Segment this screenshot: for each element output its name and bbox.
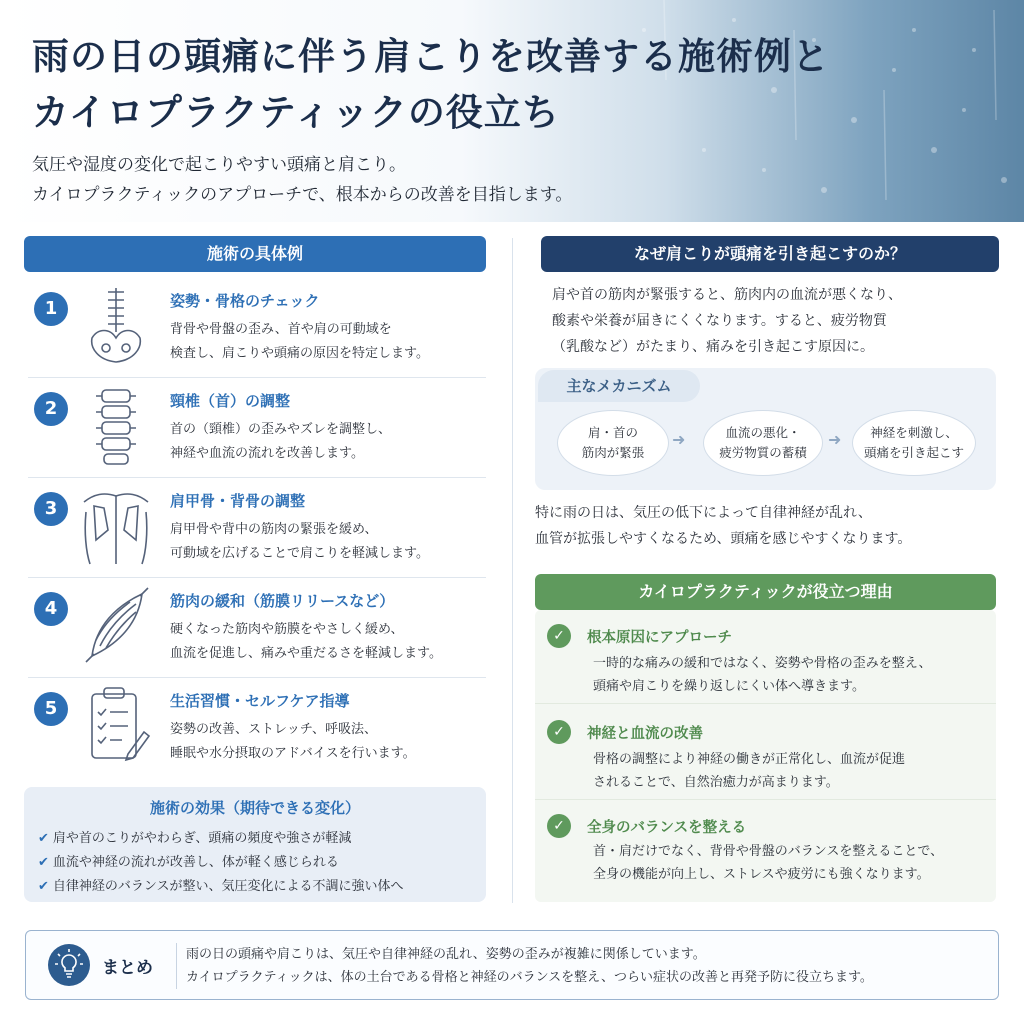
check-circle-icon: ✓ — [547, 814, 571, 838]
item-body-line: 姿勢の改善、ストレッチ、呼吸法、 — [170, 722, 377, 737]
reason-item — [535, 802, 996, 894]
reason-body — [593, 652, 988, 698]
step-text: 頭痛を引き起こす — [863, 445, 964, 460]
check-icon: ✔ — [38, 855, 49, 870]
reason-line: されることで、自然治癒力が高まります。 — [593, 775, 839, 790]
effects-title: 施術の効果（期待できる変化） — [149, 799, 360, 817]
summary-box — [25, 930, 999, 1000]
reason-line: 一時的な痛みの緩和ではなく、姿勢や骨格の歪みを整え、 — [593, 656, 932, 671]
reason-line: 全身の機能が向上し、ストレスや疲労にも強くなります。 — [593, 867, 930, 882]
rain-line: 血管が拡張しやすくなるため、頭痛を感じやすくなります。 — [535, 531, 912, 547]
item-title: 肩甲骨・背骨の調整 — [170, 492, 306, 510]
arrow-right-icon: ➜ — [828, 430, 842, 449]
summary-divider — [176, 943, 177, 989]
column-divider — [512, 238, 513, 903]
mechanism-step-3 — [852, 410, 976, 476]
item-body-line: 首の（頸椎）の歪みやズレを調整し、 — [170, 422, 392, 437]
effect-text: 肩や首のこりがやわらぎ、頭痛の頻度や強さが軽減 — [52, 831, 352, 846]
item-title: 生活習慣・セルフケア指導 — [170, 692, 350, 710]
page-subtitle — [32, 150, 792, 210]
reason-title: 根本原因にアプローチ — [587, 630, 732, 646]
item-title: 頸椎（首）の調整 — [170, 392, 291, 410]
effect-text: 自律神経のバランスが整い、気圧変化による不調に強い体へ — [52, 879, 404, 894]
summary-text — [186, 943, 986, 989]
item-body — [170, 618, 490, 666]
reason-line: 首・肩だけでなく、背骨や骨盤のバランスを整えることで、 — [593, 844, 944, 859]
check-circle-icon: ✓ — [547, 720, 571, 744]
check-icon: ✔ — [38, 879, 49, 894]
item-body — [170, 518, 490, 566]
summary-label: まとめ — [102, 958, 153, 978]
item-body-line: 背骨や骨盤の歪み、首や肩の可動域を — [170, 322, 392, 337]
step-text: 神経を刺激し、 — [870, 425, 958, 440]
effects-list — [38, 827, 478, 899]
reason-body — [593, 748, 988, 794]
cervical-vertebrae-icon — [78, 382, 154, 468]
summary-line: 雨の日の頭痛や肩こりは、気圧や自律神経の乱れ、姿勢の歪みが複雑に関係しています。 — [186, 947, 706, 962]
shoulder-blades-icon — [78, 482, 154, 568]
item-body-line: 可動域を広げることで肩こりを軽減します。 — [170, 546, 429, 561]
item-body — [170, 718, 490, 766]
clipboard-checklist-icon — [78, 682, 154, 768]
effect-text: 血流や神経の流れが改善し、体が軽く感じられる — [52, 855, 339, 870]
list-item — [38, 827, 478, 851]
treatment-item — [28, 578, 486, 678]
why-line: 酸素や栄養が届きにくくなります。すると、疲労物質 — [552, 313, 887, 329]
spine-pelvis-icon — [78, 282, 154, 368]
reason-body — [593, 840, 988, 886]
treatment-item — [28, 378, 486, 478]
reason-line: 骨格の調整により神経の働きが正常化し、血流が促進 — [593, 752, 906, 767]
summary-line: カイロプラクティックは、体の土台である骨格と神経のバランスを整え、つらい症状の改善と再発予防に役立ちます。 — [186, 970, 873, 985]
header-banner — [0, 0, 1024, 222]
check-icon: ✔ — [38, 831, 49, 846]
item-number: 1 — [34, 292, 68, 326]
rain-line: 特に雨の日は、気圧の低下によって自律神経が乱れ、 — [535, 505, 872, 521]
item-body-line: 硬くなった筋肉や筋膜をやさしく緩め、 — [170, 622, 404, 637]
reason-title: 神経と血流の改善 — [587, 726, 703, 742]
mechanism-step-2 — [703, 410, 823, 476]
reason-title: 全身のバランスを整える — [587, 820, 747, 836]
treatment-item — [28, 278, 486, 378]
treatment-examples-heading: 施術の具体例 — [24, 236, 486, 272]
subtitle-line-2: カイロプラクティックのアプローチで、根本からの改善を目指します。 — [32, 185, 573, 205]
item-body — [170, 318, 490, 366]
item-body-line: 血流を促進し、痛みや重だるさを軽減します。 — [170, 646, 442, 661]
item-number: 3 — [34, 492, 68, 526]
item-body-line: 肩甲骨や背中の筋肉の緊張を緩め、 — [170, 522, 378, 537]
reason-item — [535, 612, 996, 704]
step-text: 血流の悪化・ — [725, 425, 801, 440]
treatment-item — [28, 678, 486, 778]
item-body — [170, 418, 490, 466]
item-number: 5 — [34, 692, 68, 726]
title-line-1: 雨の日の頭痛に伴う肩こりを改善する施術例と — [32, 34, 830, 78]
why-text — [552, 282, 972, 360]
rainy-day-text — [535, 500, 995, 552]
lightbulb-icon — [48, 944, 90, 986]
effects-box — [24, 787, 486, 902]
why-line: （乳酸など）がたまり、痛みを引き起こす原因に。 — [552, 339, 874, 355]
step-text: 筋肉が緊張 — [581, 445, 645, 460]
mechanism-label: 主なメカニズム — [538, 370, 700, 402]
item-title: 筋肉の緩和（筋膜リリースなど） — [170, 592, 395, 610]
reason-line: 頭痛や肩こりを繰り返しにくい体へ導きます。 — [593, 679, 865, 694]
item-number: 2 — [34, 392, 68, 426]
subtitle-line-1: 気圧や湿度の変化で起こりやすい頭痛と肩こり。 — [32, 155, 406, 175]
step-text: 疲労物質の蓄積 — [719, 445, 807, 460]
title-line-2: カイロプラクティックの役立ち — [32, 90, 560, 134]
item-body-line: 検査し、肩こりや頭痛の原因を特定します。 — [170, 346, 429, 361]
item-body-line: 神経や血流の流れを改善します。 — [170, 446, 364, 461]
item-number: 4 — [34, 592, 68, 626]
treatment-item — [28, 478, 486, 578]
mechanism-step-1 — [557, 410, 669, 476]
check-circle-icon: ✓ — [547, 624, 571, 648]
page-title — [32, 28, 932, 140]
item-title: 姿勢・骨格のチェック — [170, 292, 320, 310]
list-item — [38, 875, 478, 899]
why-heading: なぜ肩こりが頭痛を引き起こすのか？ — [541, 236, 999, 272]
reasons-heading: カイロプラクティックが役立つ理由 — [535, 574, 996, 610]
item-body-line: 睡眠や水分摂取のアドバイスを行います。 — [170, 746, 416, 761]
list-item — [38, 851, 478, 875]
reason-item — [535, 708, 996, 800]
muscle-icon — [78, 582, 154, 668]
step-text: 肩・首の — [587, 425, 638, 440]
why-line: 肩や首の筋肉が緊張すると、筋肉内の血流が悪くなり、 — [552, 287, 902, 303]
arrow-right-icon: ➜ — [672, 430, 686, 449]
